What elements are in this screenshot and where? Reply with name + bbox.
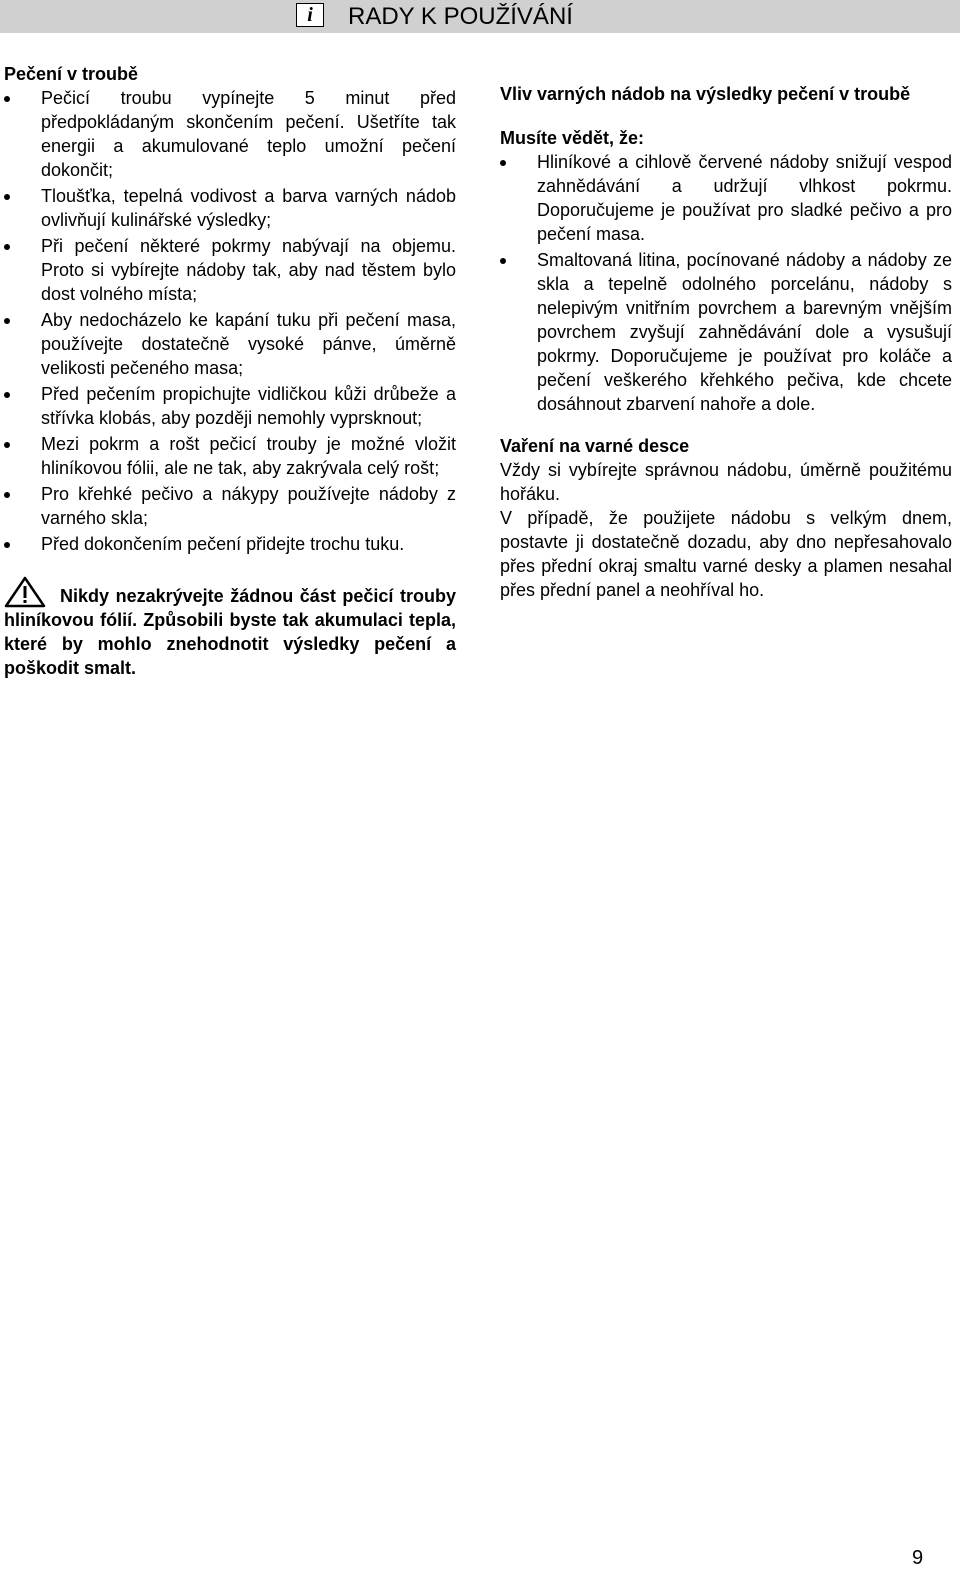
section-title-cookware-effect: Vliv varných nádob na výsledky pečení v troubě — [500, 84, 911, 104]
bullet-icon — [4, 318, 10, 324]
list-item-text: Před dokončením pečení přidejte trochu tuku. — [41, 534, 405, 554]
bullet-icon — [4, 492, 10, 498]
bullet-icon — [4, 96, 10, 102]
section-title-oven-baking: Pečení v troubě — [4, 64, 139, 84]
bullet-icon — [4, 392, 10, 398]
bullet-icon — [500, 258, 506, 264]
left-column — [4, 62, 456, 680]
bullet-icon — [500, 160, 506, 166]
cookware-list — [500, 150, 952, 416]
cooktop-paragraph: V případě, že použijete nádobu s velkým dnem, postavte ji dostatečně dozadu, aby dno nepřesahovalo přes přední okraj smaltu varné desky a plamen nesahal přes přední panel a neohříval ho. — [500, 508, 952, 600]
list-item — [500, 248, 952, 416]
bullet-icon — [4, 194, 10, 200]
page-number: 9 — [912, 1547, 924, 1569]
warning-icon — [4, 576, 46, 608]
list-item-text: Smaltovaná litina, pocínované nádoby a nádoby ze skla a tepelně odolného porcelánu, nádoby s nelepivým vnitřním povrchem a barevným vnějším povrchem zvyšují zahnědávání dole a vysušují pokrmy. Doporučujeme je používat pro koláče a pečení veškerého křehkého pečiva, kde chcete dosáhnout zbarvení nahoře a dole. — [537, 250, 952, 414]
warning-text: Nikdy nezakrývejte žádnou část pečicí trouby hliníkovou fólií. Způsobili byste tak akumulaci tepla, které by mohlo znehodnotit výsledky pečení a poškodit smalt. — [4, 586, 456, 678]
right-column — [500, 82, 952, 602]
page-title: RADY K POUŽÍVÁNÍ — [348, 3, 573, 30]
list-item — [500, 150, 952, 246]
spacer — [500, 106, 952, 126]
list-item — [4, 184, 456, 232]
info-icon: i — [296, 3, 324, 27]
oven-tips-list — [4, 86, 456, 556]
list-item-text: Pečicí troubu vypínejte 5 minut před předpokládaným skončením pečení. Ušetříte tak energii a akumulované teplo umožní pečení dokončit; — [41, 88, 456, 180]
list-item-text: Při pečení některé pokrmy nabývají na objemu. Proto si vybírejte nádoby tak, aby nad těstem bylo dost volného místa; — [41, 236, 456, 304]
list-item-text: Před pečením propichujte vidličkou kůži drůbeže a střívka klobás, aby později nemohly vyprsknout; — [41, 384, 456, 428]
bullet-icon — [4, 244, 10, 250]
list-item-text: Hliníkové a cihlově červené nádoby snižují vespod zahnědávání a udržují vlhkost pokrmu. Doporučujeme je používat pro sladké pečivo a pro pečení masa. — [537, 152, 952, 244]
warning-note — [4, 576, 456, 680]
header-bar — [0, 0, 960, 33]
list-item-text: Mezi pokrm a rošt pečicí trouby je možné vložit hliníkovou fólii, ale ne tak, aby zakrývala celý rošt; — [41, 434, 456, 478]
spacer — [500, 418, 952, 434]
list-item — [4, 234, 456, 306]
section-subtitle-must-know: Musíte vědět, že: — [500, 128, 645, 148]
list-item-text: Aby nedocházelo ke kapání tuku při pečení masa, používejte dostatečně vysoké pánve, úměrně velikosti pečeného masa; — [41, 310, 456, 378]
cooktop-paragraph: Vždy si vybírejte správnou nádobu, úměrně použitému hořáku. — [500, 460, 952, 504]
list-item — [4, 432, 456, 480]
list-item — [4, 308, 456, 380]
list-item-text: Pro křehké pečivo a nákypy používejte nádoby z varného skla; — [41, 484, 456, 528]
bullet-icon — [4, 542, 10, 548]
list-item-text: Tloušťka, tepelná vodivost a barva varných nádob ovlivňují kulinářské výsledky; — [41, 186, 456, 230]
bullet-icon — [4, 442, 10, 448]
list-item — [4, 86, 456, 182]
section-title-cooktop: Vaření na varné desce — [500, 436, 690, 456]
list-item — [4, 382, 456, 430]
list-item — [4, 532, 456, 556]
list-item — [4, 482, 456, 530]
